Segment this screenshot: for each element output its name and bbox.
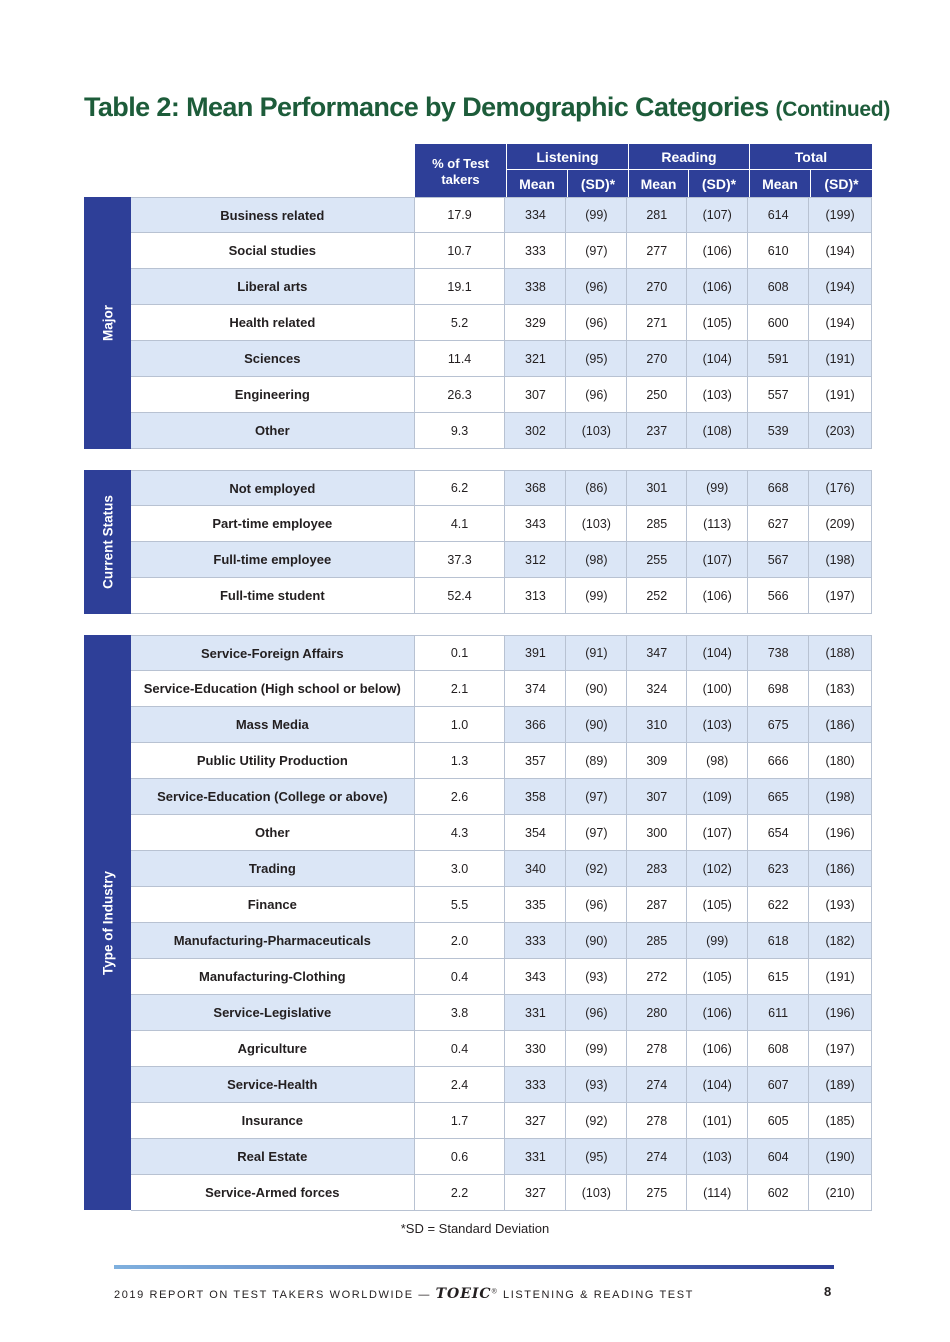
cell-l-sd: (99) <box>566 198 627 232</box>
cell-r-mean: 272 <box>627 959 687 994</box>
cell-name: Service-Education (College or above) <box>131 779 415 814</box>
cell-pct: 1.0 <box>415 707 506 742</box>
cell-l-sd: (93) <box>566 1067 627 1102</box>
cell-l-sd: (96) <box>566 269 627 304</box>
cell-r-mean: 285 <box>627 506 687 541</box>
cell-l-sd: (103) <box>566 506 627 541</box>
cell-r-sd: (105) <box>687 959 748 994</box>
cell-r-mean: 277 <box>627 233 687 268</box>
header-reading: Reading <box>628 144 749 170</box>
cell-r-mean: 275 <box>627 1175 687 1210</box>
section-label-text: Current Status <box>100 495 115 589</box>
cell-l-mean: 327 <box>505 1175 566 1210</box>
cell-r-sd: (103) <box>687 1139 748 1174</box>
cell-name: Not employed <box>131 471 415 505</box>
cell-t-sd: (193) <box>825 897 855 912</box>
cell-l-mean: 391 <box>505 636 566 670</box>
cell-t-mean: 666 <box>748 743 809 778</box>
cell-l-sd: (103) <box>566 1175 627 1210</box>
cell-t-mean: 557 <box>748 377 809 412</box>
cell-r-mean: 309 <box>627 743 687 778</box>
cell-pct: 0.6 <box>415 1139 506 1174</box>
table-row <box>131 671 872 707</box>
cell-pct: 2.4 <box>415 1067 506 1102</box>
cell-t-mean: 567 <box>748 542 809 577</box>
cell-r-sd: (106) <box>687 578 748 613</box>
cell-t-mean: 611 <box>748 995 809 1030</box>
cell-l-sd: (90) <box>566 671 627 706</box>
cell-r-mean: 270 <box>627 341 687 376</box>
cell-l-sd: (97) <box>566 815 627 850</box>
cell-r-mean: 271 <box>627 305 687 340</box>
cell-r-mean: 287 <box>627 887 687 922</box>
cell-pct: 26.3 <box>415 377 506 412</box>
cell-r-mean: 252 <box>627 578 687 613</box>
cell-t-mean: 627 <box>748 506 809 541</box>
cell-r-mean: 301 <box>627 471 687 505</box>
cell-pct: 10.7 <box>415 233 506 268</box>
cell-t-mean: 591 <box>748 341 809 376</box>
cell-name: Manufacturing-Pharmaceuticals <box>131 923 415 958</box>
cell-t-mean: 614 <box>748 198 809 232</box>
cell-l-sd: (97) <box>566 779 627 814</box>
header-listening: Listening <box>506 144 628 170</box>
header-listening-sd: (SD)* <box>567 170 628 197</box>
table-row <box>131 995 872 1031</box>
cell-t-sd: (203) <box>825 423 855 438</box>
cell-l-mean: 312 <box>505 542 566 577</box>
table-row <box>131 578 872 614</box>
cell-l-sd: (92) <box>566 851 627 886</box>
table-row <box>131 1175 872 1211</box>
cell-l-mean: 343 <box>505 506 566 541</box>
footer-rule <box>114 1265 834 1269</box>
table-row <box>131 341 872 377</box>
cell-r-sd: (105) <box>687 887 748 922</box>
cell-r-mean: 285 <box>627 923 687 958</box>
cell-r-mean: 237 <box>627 413 687 448</box>
cell-pct: 2.2 <box>415 1175 506 1210</box>
cell-l-mean: 368 <box>505 471 566 505</box>
footer-text-after: LISTENING & READING TEST <box>498 1289 694 1301</box>
cell-pct: 0.4 <box>415 959 506 994</box>
cell-t-mean: 698 <box>748 671 809 706</box>
cell-t-sd: (189) <box>825 1077 855 1092</box>
footer-text <box>114 1286 694 1302</box>
cell-pct: 3.8 <box>415 995 506 1030</box>
table-row <box>131 635 872 671</box>
cell-t-sd: (198) <box>825 789 855 804</box>
table-row <box>131 542 872 578</box>
cell-t-sd: (194) <box>825 279 855 294</box>
cell-t-sd: (186) <box>825 861 855 876</box>
header-total: Total <box>749 144 872 170</box>
cell-r-sd: (107) <box>687 542 748 577</box>
cell-r-mean: 270 <box>627 269 687 304</box>
cell-name: Service-Foreign Affairs <box>131 636 415 670</box>
cell-pct: 1.7 <box>415 1103 506 1138</box>
cell-l-mean: 334 <box>505 198 566 232</box>
table-row <box>131 851 872 887</box>
cell-l-sd: (96) <box>566 995 627 1030</box>
cell-l-mean: 327 <box>505 1103 566 1138</box>
cell-name: Service-Legislative <box>131 995 415 1030</box>
cell-t-sd: (194) <box>825 315 855 330</box>
cell-name: Engineering <box>131 377 415 412</box>
cell-r-mean: 274 <box>627 1067 687 1102</box>
cell-r-sd: (101) <box>687 1103 748 1138</box>
footnote: *SD = Standard Deviation <box>400 1221 550 1236</box>
table-row <box>131 377 872 413</box>
page-number: 8 <box>824 1284 832 1299</box>
cell-l-sd: (90) <box>566 707 627 742</box>
cell-t-mean: 665 <box>748 779 809 814</box>
cell-l-mean: 354 <box>505 815 566 850</box>
cell-t-sd: (183) <box>825 681 855 696</box>
cell-t-sd: (199) <box>825 208 855 222</box>
cell-l-sd: (96) <box>566 305 627 340</box>
cell-r-sd: (106) <box>687 269 748 304</box>
cell-l-sd: (98) <box>566 542 627 577</box>
header-pct-line1: % of Test <box>432 155 489 171</box>
cell-pct: 4.1 <box>415 506 506 541</box>
cell-l-sd: (90) <box>566 923 627 958</box>
cell-t-mean: 654 <box>748 815 809 850</box>
cell-t-sd: (188) <box>825 646 855 660</box>
cell-r-mean: 283 <box>627 851 687 886</box>
cell-r-mean: 310 <box>627 707 687 742</box>
cell-r-sd: (102) <box>687 851 748 886</box>
cell-r-sd: (99) <box>687 923 748 958</box>
table-row <box>131 1067 872 1103</box>
footer-brand: TOEIC <box>435 1286 492 1302</box>
cell-r-mean: 324 <box>627 671 687 706</box>
table-row <box>131 923 872 959</box>
cell-l-mean: 313 <box>505 578 566 613</box>
cell-pct: 17.9 <box>415 198 506 232</box>
cell-l-mean: 366 <box>505 707 566 742</box>
cell-pct: 3.0 <box>415 851 506 886</box>
cell-pct: 4.3 <box>415 815 506 850</box>
table-row <box>131 305 872 341</box>
page-title <box>84 92 890 123</box>
cell-name: Insurance <box>131 1103 415 1138</box>
cell-t-sd: (197) <box>825 1041 855 1056</box>
cell-name: Finance <box>131 887 415 922</box>
cell-t-sd: (194) <box>825 243 855 258</box>
cell-t-mean: 675 <box>748 707 809 742</box>
cell-r-mean: 274 <box>627 1139 687 1174</box>
cell-name: Agriculture <box>131 1031 415 1066</box>
cell-t-mean: 539 <box>748 413 809 448</box>
cell-l-mean: 343 <box>505 959 566 994</box>
cell-pct: 19.1 <box>415 269 506 304</box>
cell-pct: 6.2 <box>415 471 506 505</box>
cell-t-mean: 566 <box>748 578 809 613</box>
cell-t-sd: (209) <box>825 516 855 531</box>
header-total-mean: Mean <box>749 170 810 197</box>
cell-name: Service-Health <box>131 1067 415 1102</box>
cell-r-sd: (104) <box>687 341 748 376</box>
cell-t-sd: (190) <box>825 1149 855 1164</box>
cell-name: Service-Armed forces <box>131 1175 415 1210</box>
cell-name: Business related <box>131 198 415 232</box>
cell-l-mean: 329 <box>505 305 566 340</box>
cell-l-mean: 340 <box>505 851 566 886</box>
cell-t-sd: (196) <box>825 1005 855 1020</box>
cell-t-mean: 618 <box>748 923 809 958</box>
cell-l-sd: (95) <box>566 1139 627 1174</box>
section-label-text: Major <box>100 304 115 342</box>
cell-l-sd: (97) <box>566 233 627 268</box>
cell-t-mean: 738 <box>748 636 809 670</box>
cell-name: Sciences <box>131 341 415 376</box>
cell-l-mean: 338 <box>505 269 566 304</box>
table-row <box>131 233 872 269</box>
cell-l-sd: (96) <box>566 377 627 412</box>
cell-t-mean: 622 <box>748 887 809 922</box>
cell-pct: 2.1 <box>415 671 506 706</box>
cell-t-mean: 600 <box>748 305 809 340</box>
section-label-text: Type of Industry <box>100 870 115 975</box>
cell-r-sd: (103) <box>687 707 748 742</box>
cell-r-mean: 281 <box>627 198 687 232</box>
table-row <box>131 959 872 995</box>
cell-r-mean: 280 <box>627 995 687 1030</box>
cell-l-sd: (86) <box>566 471 627 505</box>
cell-r-mean: 278 <box>627 1031 687 1066</box>
cell-r-sd: (114) <box>687 1175 748 1210</box>
cell-name: Other <box>131 413 415 448</box>
footer-trademark: ® <box>491 1288 499 1296</box>
title-suffix: (Continued) <box>775 98 891 121</box>
cell-t-sd: (182) <box>825 933 855 948</box>
cell-r-sd: (106) <box>687 1031 748 1066</box>
cell-r-sd: (99) <box>687 471 748 505</box>
cell-t-sd: (191) <box>825 351 855 366</box>
cell-t-sd: (191) <box>825 387 855 402</box>
header-listening-mean: Mean <box>506 170 567 197</box>
cell-name: Liberal arts <box>131 269 415 304</box>
cell-r-sd: (106) <box>687 233 748 268</box>
cell-t-sd: (198) <box>825 552 855 567</box>
cell-t-sd: (210) <box>825 1185 855 1200</box>
cell-l-sd: (93) <box>566 959 627 994</box>
table-row <box>131 1139 872 1175</box>
cell-l-mean: 302 <box>505 413 566 448</box>
cell-t-mean: 605 <box>748 1103 809 1138</box>
cell-pct: 2.6 <box>415 779 506 814</box>
cell-t-mean: 623 <box>748 851 809 886</box>
cell-l-sd: (103) <box>566 413 627 448</box>
cell-r-sd: (106) <box>687 995 748 1030</box>
cell-r-sd: (104) <box>687 1067 748 1102</box>
cell-r-mean: 307 <box>627 779 687 814</box>
cell-l-mean: 333 <box>505 1067 566 1102</box>
cell-pct: 5.2 <box>415 305 506 340</box>
cell-name: Other <box>131 815 415 850</box>
cell-name: Service-Education (High school or below) <box>131 671 415 706</box>
table-row <box>131 506 872 542</box>
table-row <box>131 1031 872 1067</box>
footer-text-before: 2019 REPORT ON TEST TAKERS WORLDWIDE — <box>114 1289 436 1301</box>
cell-name: Part-time employee <box>131 506 415 541</box>
cell-t-mean: 608 <box>748 269 809 304</box>
cell-pct: 37.3 <box>415 542 506 577</box>
cell-r-mean: 300 <box>627 815 687 850</box>
cell-name: Mass Media <box>131 707 415 742</box>
cell-r-mean: 255 <box>627 542 687 577</box>
cell-l-sd: (95) <box>566 341 627 376</box>
cell-r-mean: 347 <box>627 636 687 670</box>
cell-r-mean: 278 <box>627 1103 687 1138</box>
cell-l-mean: 330 <box>505 1031 566 1066</box>
cell-t-mean: 615 <box>748 959 809 994</box>
cell-r-sd: (107) <box>687 815 748 850</box>
table-row <box>131 197 872 233</box>
table-row <box>131 743 872 779</box>
cell-l-sd: (89) <box>566 743 627 778</box>
cell-name: Real Estate <box>131 1139 415 1174</box>
cell-r-sd: (105) <box>687 305 748 340</box>
cell-name: Full-time student <box>131 578 415 613</box>
cell-l-sd: (92) <box>566 1103 627 1138</box>
cell-l-mean: 333 <box>505 233 566 268</box>
cell-t-sd: (197) <box>825 588 855 603</box>
table-row <box>131 470 872 506</box>
cell-r-sd: (113) <box>687 506 748 541</box>
table-row <box>131 269 872 305</box>
header-reading-sd: (SD)* <box>688 170 749 197</box>
cell-pct: 2.0 <box>415 923 506 958</box>
title-text: Table 2: Mean Performance by Demographic Categories <box>84 92 769 122</box>
cell-name: Health related <box>131 305 415 340</box>
cell-l-sd: (99) <box>566 1031 627 1066</box>
table-row <box>131 1103 872 1139</box>
cell-r-sd: (108) <box>687 413 748 448</box>
cell-r-sd: (107) <box>687 198 748 232</box>
cell-l-mean: 321 <box>505 341 566 376</box>
header-pct-test-takers <box>415 144 506 197</box>
cell-r-sd: (109) <box>687 779 748 814</box>
header-total-sd: (SD)* <box>810 170 872 197</box>
cell-t-mean: 604 <box>748 1139 809 1174</box>
cell-l-sd: (91) <box>566 636 627 670</box>
cell-t-mean: 668 <box>748 471 809 505</box>
cell-name: Public Utility Production <box>131 743 415 778</box>
cell-pct: 52.4 <box>415 578 506 613</box>
cell-l-mean: 374 <box>505 671 566 706</box>
header-reading-mean: Mean <box>628 170 688 197</box>
cell-l-mean: 333 <box>505 923 566 958</box>
cell-t-mean: 602 <box>748 1175 809 1210</box>
cell-t-mean: 607 <box>748 1067 809 1102</box>
section-label-major <box>84 197 131 449</box>
cell-l-sd: (99) <box>566 578 627 613</box>
cell-l-mean: 357 <box>505 743 566 778</box>
cell-l-mean: 335 <box>505 887 566 922</box>
table-row <box>131 413 872 449</box>
cell-name: Manufacturing-Clothing <box>131 959 415 994</box>
cell-t-mean: 610 <box>748 233 809 268</box>
table-row <box>131 887 872 923</box>
cell-t-mean: 608 <box>748 1031 809 1066</box>
cell-name: Social studies <box>131 233 415 268</box>
cell-name: Trading <box>131 851 415 886</box>
cell-pct: 0.1 <box>415 636 506 670</box>
cell-t-sd: (196) <box>825 825 855 840</box>
header-pct-line2: takers <box>441 171 480 187</box>
cell-l-mean: 358 <box>505 779 566 814</box>
cell-pct: 0.4 <box>415 1031 506 1066</box>
cell-pct: 5.5 <box>415 887 506 922</box>
cell-t-sd: (191) <box>825 969 855 984</box>
cell-r-sd: (103) <box>687 377 748 412</box>
cell-r-mean: 250 <box>627 377 687 412</box>
cell-name: Full-time employee <box>131 542 415 577</box>
table-row <box>131 707 872 743</box>
cell-l-mean: 331 <box>505 995 566 1030</box>
section-label-current-status <box>84 470 131 614</box>
cell-t-sd: (176) <box>825 481 855 495</box>
cell-r-sd: (98) <box>687 743 748 778</box>
table-row <box>131 815 872 851</box>
section-label-type-of-industry <box>84 635 131 1210</box>
cell-r-sd: (104) <box>687 636 748 670</box>
cell-t-sd: (180) <box>825 753 855 768</box>
cell-l-mean: 331 <box>505 1139 566 1174</box>
cell-l-sd: (96) <box>566 887 627 922</box>
cell-r-sd: (100) <box>687 671 748 706</box>
cell-pct: 11.4 <box>415 341 506 376</box>
cell-l-mean: 307 <box>505 377 566 412</box>
table-row <box>131 779 872 815</box>
cell-pct: 9.3 <box>415 413 506 448</box>
cell-pct: 1.3 <box>415 743 506 778</box>
cell-t-sd: (185) <box>825 1113 855 1128</box>
cell-t-sd: (186) <box>825 717 855 732</box>
